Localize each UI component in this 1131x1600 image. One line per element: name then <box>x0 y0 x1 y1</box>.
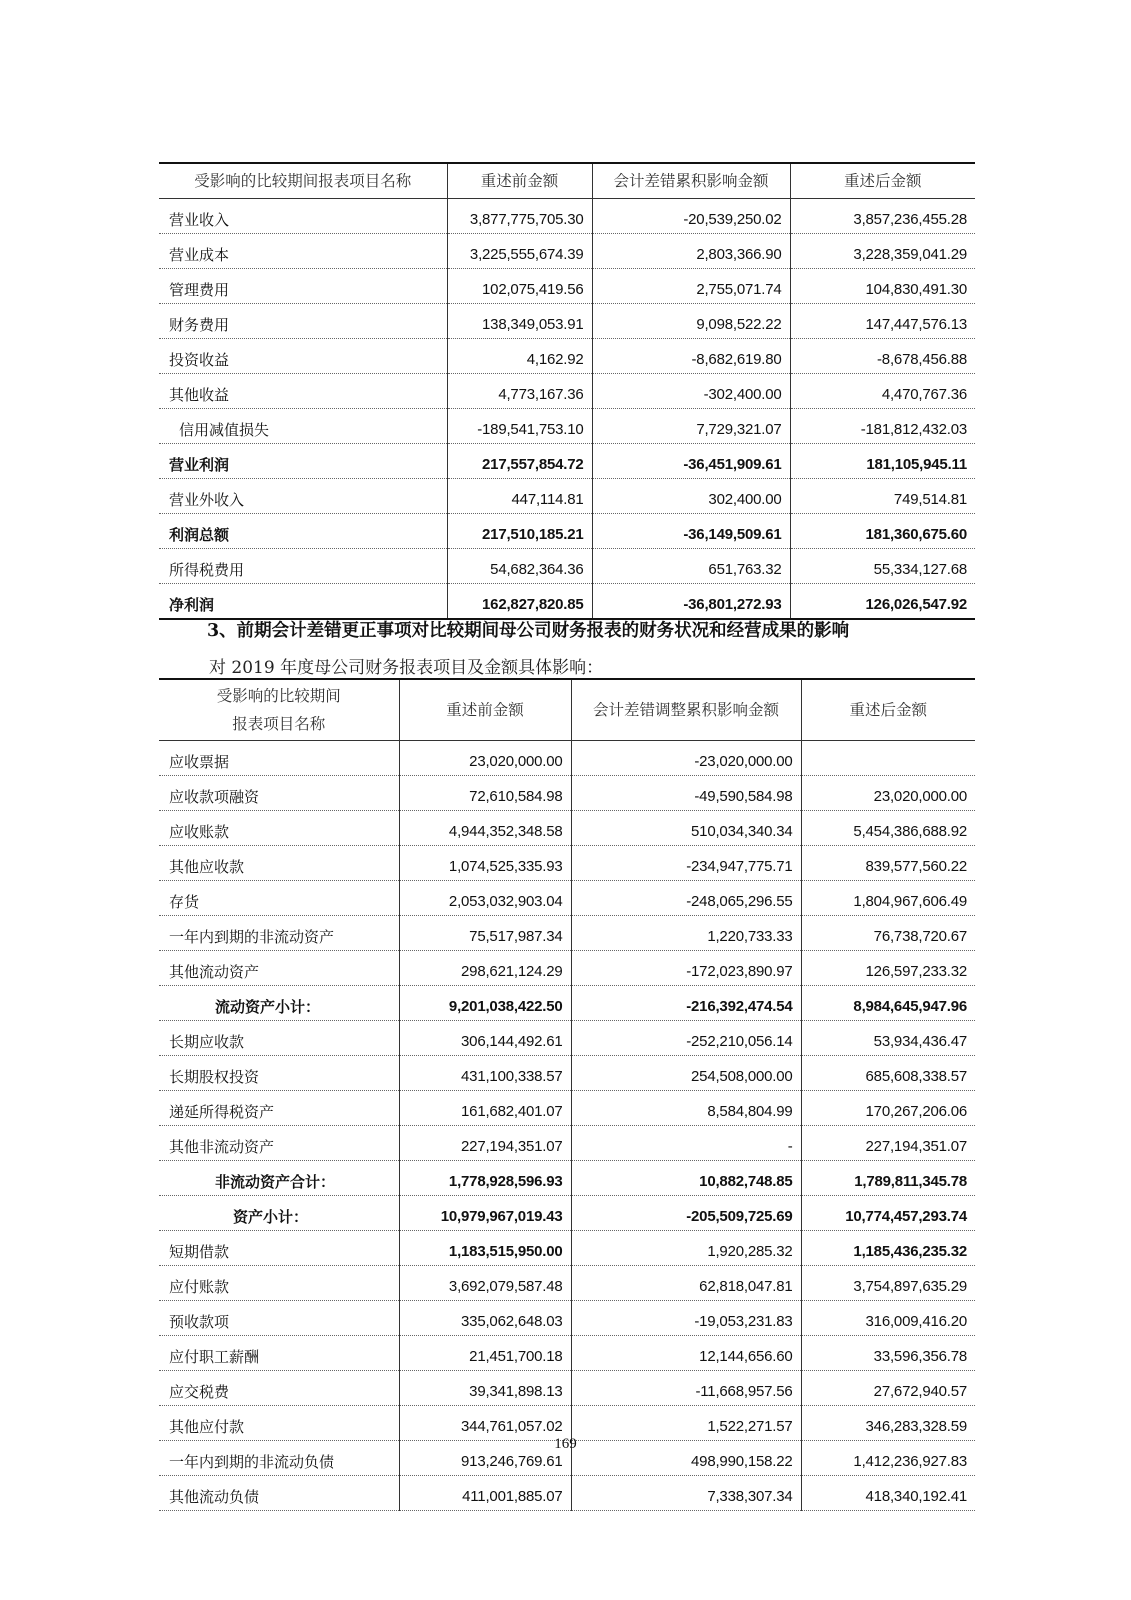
row-after: 23,020,000.00 <box>801 776 975 811</box>
row-impact: 1,522,271.57 <box>571 1406 801 1441</box>
table-row <box>159 199 975 234</box>
row-name: 短期借款 <box>159 1231 399 1266</box>
row-name: 其他非流动资产 <box>159 1126 399 1161</box>
row-impact: -252,210,056.14 <box>571 1021 801 1056</box>
row-before: 2,053,032,903.04 <box>399 881 571 916</box>
row-name: 其他应付款 <box>159 1406 399 1441</box>
table-row <box>159 584 975 620</box>
row-impact: - <box>571 1126 801 1161</box>
table-header-row <box>159 163 975 199</box>
row-name: 预收款项 <box>159 1301 399 1336</box>
row-before: 4,162.92 <box>447 339 592 374</box>
row-name: 营业成本 <box>159 234 447 269</box>
section-heading: 3、前期会计差错更正事项对比较期间母公司财务报表的财务状况和经营成果的影响 <box>207 621 850 641</box>
row-after: 316,009,416.20 <box>801 1301 975 1336</box>
row-before: 3,877,775,705.30 <box>447 199 592 234</box>
table-header-row <box>159 679 975 741</box>
row-name: 递延所得税资产 <box>159 1091 399 1126</box>
row-impact: -302,400.00 <box>592 374 790 409</box>
row-after: 53,934,436.47 <box>801 1021 975 1056</box>
row-name: 其他应收款 <box>159 846 399 881</box>
row-after: 4,470,767.36 <box>790 374 975 409</box>
table-row <box>159 234 975 269</box>
row-name: 长期应收款 <box>159 1021 399 1056</box>
row-impact: -20,539,250.02 <box>592 199 790 234</box>
table-row <box>159 846 975 881</box>
row-impact: -19,053,231.83 <box>571 1301 801 1336</box>
row-name: 其他流动资产 <box>159 951 399 986</box>
row-after <box>801 741 975 776</box>
row-after: 749,514.81 <box>790 479 975 514</box>
row-impact: 10,882,748.85 <box>571 1161 801 1196</box>
row-after: 3,754,897,635.29 <box>801 1266 975 1301</box>
row-after: 33,596,356.78 <box>801 1336 975 1371</box>
header-after: 重述后金额 <box>790 163 975 199</box>
row-after: 5,454,386,688.92 <box>801 811 975 846</box>
row-after: 1,412,236,927.83 <box>801 1441 975 1476</box>
row-before: 335,062,648.03 <box>399 1301 571 1336</box>
row-impact: -23,020,000.00 <box>571 741 801 776</box>
row-name: 资产小计： <box>159 1196 399 1231</box>
row-name: 存货 <box>159 881 399 916</box>
header-item-name-line1: 受影响的比较期间 <box>216 687 341 705</box>
row-after: 839,577,560.22 <box>801 846 975 881</box>
row-before: 217,510,185.21 <box>447 514 592 549</box>
page-number: 169 <box>554 1436 577 1452</box>
table-row <box>159 1231 975 1266</box>
row-before: 161,682,401.07 <box>399 1091 571 1126</box>
row-after: 104,830,491.30 <box>790 269 975 304</box>
row-impact: 12,144,656.60 <box>571 1336 801 1371</box>
row-after: 181,105,945.11 <box>790 444 975 479</box>
row-before: 217,557,854.72 <box>447 444 592 479</box>
row-name: 应付账款 <box>159 1266 399 1301</box>
header-before: 重述前金额 <box>447 163 592 199</box>
row-name: 应收款项融资 <box>159 776 399 811</box>
table-row <box>159 339 975 374</box>
row-impact: 1,220,733.33 <box>571 916 801 951</box>
row-impact: 8,584,804.99 <box>571 1091 801 1126</box>
row-before: 411,001,885.07 <box>399 1476 571 1511</box>
header-item-name <box>159 679 399 741</box>
row-before: 54,682,364.36 <box>447 549 592 584</box>
row-after: -181,812,432.03 <box>790 409 975 444</box>
parent-company-restatement-table <box>159 678 975 1511</box>
row-impact: -36,801,272.93 <box>592 584 790 620</box>
row-before: 138,349,053.91 <box>447 304 592 339</box>
table-row <box>159 549 975 584</box>
row-after: 8,984,645,947.96 <box>801 986 975 1021</box>
table-row <box>159 986 975 1021</box>
row-name: 长期股权投资 <box>159 1056 399 1091</box>
header-impact: 会计差错累积影响金额 <box>592 163 790 199</box>
row-name: 净利润 <box>159 584 447 620</box>
row-before: 3,692,079,587.48 <box>399 1266 571 1301</box>
row-name: 一年内到期的非流动负债 <box>159 1441 399 1476</box>
table-row <box>159 1126 975 1161</box>
row-before: 431,100,338.57 <box>399 1056 571 1091</box>
table-row <box>159 811 975 846</box>
header-before: 重述前金额 <box>399 679 571 741</box>
row-after: 27,672,940.57 <box>801 1371 975 1406</box>
row-impact: 302,400.00 <box>592 479 790 514</box>
row-name: 非流动资产合计： <box>159 1161 399 1196</box>
row-impact: -36,451,909.61 <box>592 444 790 479</box>
table-row <box>159 1371 975 1406</box>
row-impact: 498,990,158.22 <box>571 1441 801 1476</box>
row-before: 75,517,987.34 <box>399 916 571 951</box>
table-row <box>159 1301 975 1336</box>
row-after: 1,185,436,235.32 <box>801 1231 975 1266</box>
table-row <box>159 479 975 514</box>
row-before: 4,944,352,348.58 <box>399 811 571 846</box>
row-after: 126,026,547.92 <box>790 584 975 620</box>
row-impact: 62,818,047.81 <box>571 1266 801 1301</box>
row-impact: -11,668,957.56 <box>571 1371 801 1406</box>
table-row <box>159 881 975 916</box>
row-before: 306,144,492.61 <box>399 1021 571 1056</box>
row-after: 685,608,338.57 <box>801 1056 975 1091</box>
header-item-name-line2: 报表项目名称 <box>232 715 326 733</box>
row-before: 10,979,967,019.43 <box>399 1196 571 1231</box>
row-after: 227,194,351.07 <box>801 1126 975 1161</box>
row-before: 1,778,928,596.93 <box>399 1161 571 1196</box>
row-impact: 651,763.32 <box>592 549 790 584</box>
row-impact: -205,509,725.69 <box>571 1196 801 1231</box>
row-impact: -172,023,890.97 <box>571 951 801 986</box>
row-name: 投资收益 <box>159 339 447 374</box>
header-impact: 会计差错调整累积影响金额 <box>571 679 801 741</box>
row-before: 72,610,584.98 <box>399 776 571 811</box>
row-after: 3,228,359,041.29 <box>790 234 975 269</box>
row-after: 181,360,675.60 <box>790 514 975 549</box>
income-restatement-table <box>159 162 975 620</box>
row-before: 9,201,038,422.50 <box>399 986 571 1021</box>
row-name: 营业收入 <box>159 199 447 234</box>
row-impact: 9,098,522.22 <box>592 304 790 339</box>
row-name: 应收票据 <box>159 741 399 776</box>
row-name: 财务费用 <box>159 304 447 339</box>
row-name: 一年内到期的非流动资产 <box>159 916 399 951</box>
row-before: 913,246,769.61 <box>399 1441 571 1476</box>
row-before: 1,074,525,335.93 <box>399 846 571 881</box>
row-after: 3,857,236,455.28 <box>790 199 975 234</box>
row-name: 利润总额 <box>159 514 447 549</box>
header-item-name: 受影响的比较期间报表项目名称 <box>159 163 447 199</box>
row-after: 147,447,576.13 <box>790 304 975 339</box>
row-before: -189,541,753.10 <box>447 409 592 444</box>
row-after: 1,804,967,606.49 <box>801 881 975 916</box>
row-name: 营业外收入 <box>159 479 447 514</box>
row-after: 170,267,206.06 <box>801 1091 975 1126</box>
row-name: 管理费用 <box>159 269 447 304</box>
row-impact: 7,338,307.34 <box>571 1476 801 1511</box>
table-row <box>159 304 975 339</box>
table-row <box>159 514 975 549</box>
table-row <box>159 741 975 776</box>
row-name: 流动资产小计： <box>159 986 399 1021</box>
row-before: 4,773,167.36 <box>447 374 592 409</box>
table-row <box>159 1091 975 1126</box>
row-name: 信用减值损失 <box>159 409 447 444</box>
table-row <box>159 444 975 479</box>
row-after: 418,340,192.41 <box>801 1476 975 1511</box>
row-after: 55,334,127.68 <box>790 549 975 584</box>
row-name: 其他流动负债 <box>159 1476 399 1511</box>
row-after: 126,597,233.32 <box>801 951 975 986</box>
row-name: 应收账款 <box>159 811 399 846</box>
row-before: 344,761,057.02 <box>399 1406 571 1441</box>
row-before: 1,183,515,950.00 <box>399 1231 571 1266</box>
row-impact: 2,755,071.74 <box>592 269 790 304</box>
row-before: 298,621,124.29 <box>399 951 571 986</box>
row-impact: 254,508,000.00 <box>571 1056 801 1091</box>
row-impact: -216,392,474.54 <box>571 986 801 1021</box>
row-after: 10,774,457,293.74 <box>801 1196 975 1231</box>
section-subline: 对 2019 年度母公司财务报表项目及金额具体影响： <box>209 658 604 678</box>
row-impact: 510,034,340.34 <box>571 811 801 846</box>
row-before: 227,194,351.07 <box>399 1126 571 1161</box>
row-after: 346,283,328.59 <box>801 1406 975 1441</box>
row-name: 营业利润 <box>159 444 447 479</box>
row-before: 21,451,700.18 <box>399 1336 571 1371</box>
row-name: 应付职工薪酬 <box>159 1336 399 1371</box>
row-after: 1,789,811,345.78 <box>801 1161 975 1196</box>
row-before: 23,020,000.00 <box>399 741 571 776</box>
table-row <box>159 916 975 951</box>
table-row <box>159 1056 975 1091</box>
table-row <box>159 269 975 304</box>
row-before: 3,225,555,674.39 <box>447 234 592 269</box>
table-row <box>159 1266 975 1301</box>
row-impact: -248,065,296.55 <box>571 881 801 916</box>
table-row <box>159 1196 975 1231</box>
table-row <box>159 951 975 986</box>
row-impact: -234,947,775.71 <box>571 846 801 881</box>
table-row <box>159 374 975 409</box>
table-row <box>159 1336 975 1371</box>
row-name: 应交税费 <box>159 1371 399 1406</box>
table-row <box>159 409 975 444</box>
table-row <box>159 776 975 811</box>
row-before: 162,827,820.85 <box>447 584 592 620</box>
row-after: 76,738,720.67 <box>801 916 975 951</box>
row-impact: 7,729,321.07 <box>592 409 790 444</box>
row-before: 39,341,898.13 <box>399 1371 571 1406</box>
row-impact: -49,590,584.98 <box>571 776 801 811</box>
row-before: 447,114.81 <box>447 479 592 514</box>
row-impact: -36,149,509.61 <box>592 514 790 549</box>
row-name: 所得税费用 <box>159 549 447 584</box>
row-impact: 2,803,366.90 <box>592 234 790 269</box>
row-name: 其他收益 <box>159 374 447 409</box>
table-row <box>159 1476 975 1511</box>
header-after: 重述后金额 <box>801 679 975 741</box>
row-before: 102,075,419.56 <box>447 269 592 304</box>
row-after: -8,678,456.88 <box>790 339 975 374</box>
table-row <box>159 1021 975 1056</box>
row-impact: 1,920,285.32 <box>571 1231 801 1266</box>
row-impact: -8,682,619.80 <box>592 339 790 374</box>
table-row <box>159 1161 975 1196</box>
